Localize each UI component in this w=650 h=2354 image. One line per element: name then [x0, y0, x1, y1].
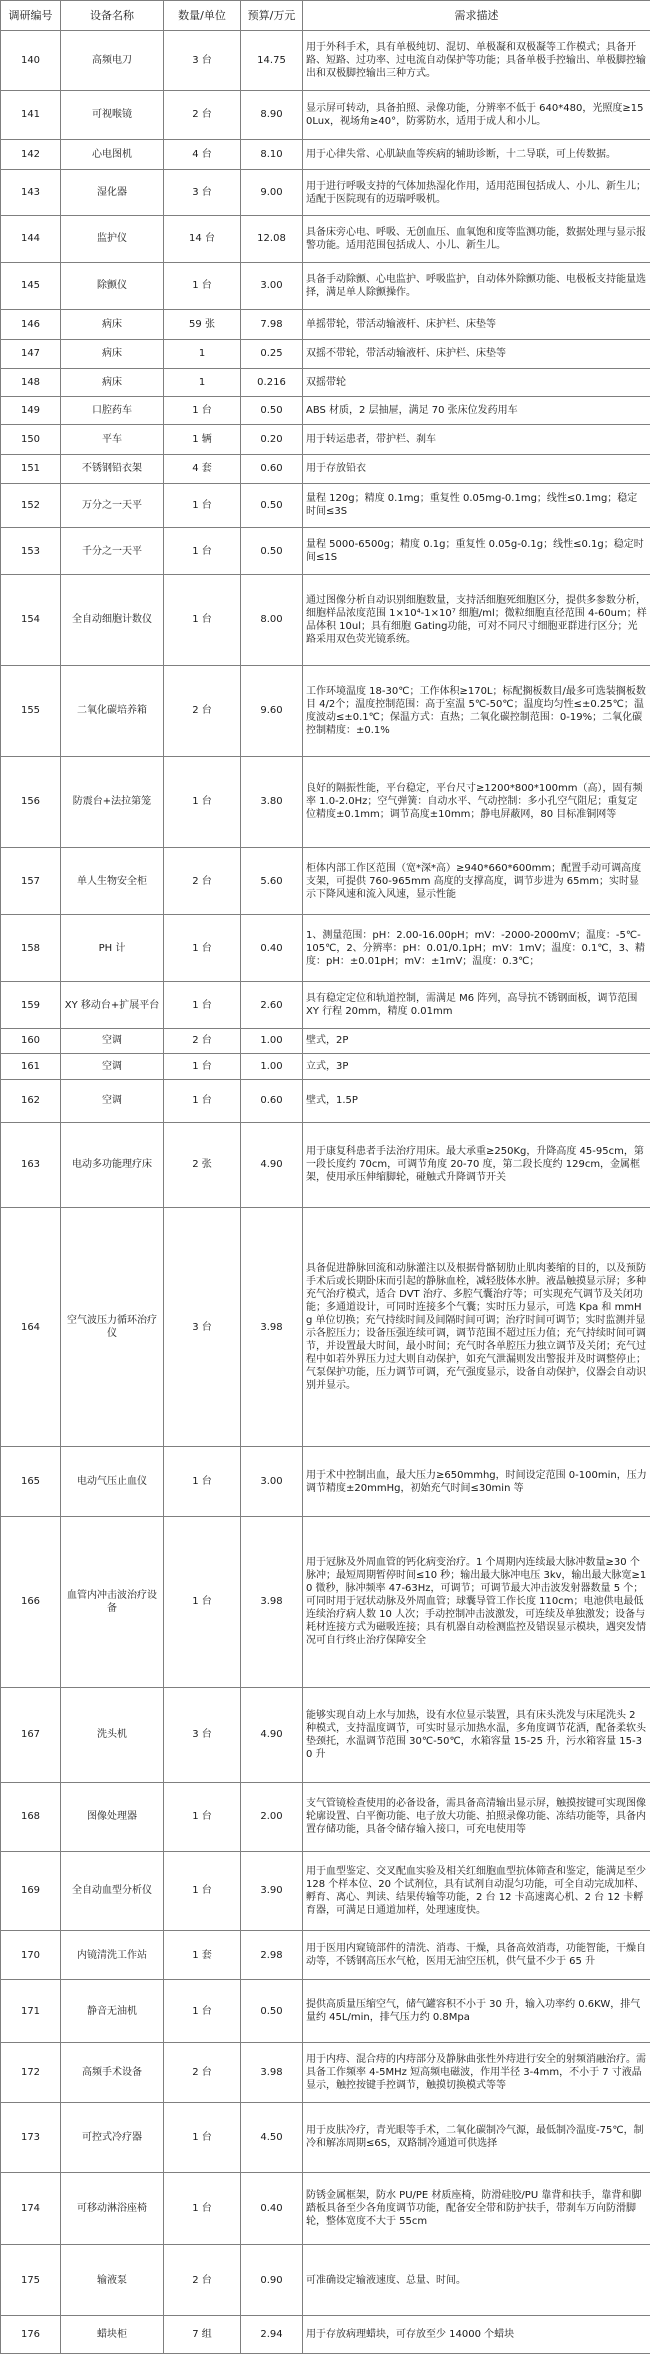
- cell-desc: 显示屏可转动，具备拍照、录像功能，分辨率不低于 640*480，光照度≥150Lux，视场角≥40°，防雾防水，适用于成人和小儿。: [303, 90, 650, 139]
- cell-id: 146: [1, 310, 61, 340]
- table-row: [1, 1783, 650, 1852]
- table-row: [1, 982, 650, 1028]
- cell-budget: 4.50: [241, 2102, 303, 2172]
- cell-budget: 3.00: [241, 1447, 303, 1517]
- cell-budget: 0.60: [241, 1079, 303, 1122]
- table-row: [1, 455, 650, 483]
- cell-name: 病床: [61, 340, 164, 368]
- cell-name: 高频电刀: [61, 31, 164, 91]
- table-row: [1, 483, 650, 528]
- cell-name: 全自动细胞计数仪: [61, 574, 164, 665]
- cell-id: 149: [1, 396, 61, 424]
- table-row: [1, 31, 650, 91]
- cell-qty: 7 组: [164, 2316, 241, 2354]
- table-row: [1, 1931, 650, 1980]
- table-row: [1, 756, 650, 847]
- cell-budget: 1.00: [241, 1054, 303, 1079]
- table-row: [1, 1980, 650, 2043]
- cell-qty: 1 台: [164, 1783, 241, 1852]
- cell-desc: 壁式，2P: [303, 1028, 650, 1053]
- cell-id: 172: [1, 2043, 61, 2103]
- table-row: [1, 1851, 650, 1930]
- cell-id: 145: [1, 262, 61, 310]
- cell-id: 162: [1, 1079, 61, 1122]
- table-row: [1, 1079, 650, 1122]
- cell-desc: 用于皮肤冷疗，青光眼等手术，二氧化碳制冷气源，最低制冷温度-75℃，制冷和解冻周期≤6S，双路制冷通道可供选择: [303, 2102, 650, 2172]
- cell-name: XY 移动台+扩展平台: [61, 982, 164, 1028]
- cell-name: PH 计: [61, 915, 164, 982]
- cell-desc: 用于医用内窥镜部件的清洗、消毒、干燥，具备高效消毒，功能智能，干燥自动等，不锈钢高压水气枪，医用无油空压机，供气量不少于 65 升: [303, 1931, 650, 1980]
- cell-qty: 1 台: [164, 1517, 241, 1687]
- cell-qty: 1 台: [164, 1079, 241, 1122]
- table-row: [1, 310, 650, 340]
- table-row: [1, 528, 650, 574]
- cell-desc: 具备床旁心电、呼吸、无创血压、血氧饱和度等监测功能，数据处理与显示报警功能。适用范围包括成人、小儿、新生儿。: [303, 216, 650, 262]
- cell-desc: 双摇带轮: [303, 368, 650, 396]
- cell-name: 电动多功能理疗床: [61, 1122, 164, 1207]
- cell-desc: 用于外科手术，具有单极纯切、混切、单极凝和双极凝等工作模式；具备开路、短路、过功率、过电流自动保护等功能；具备单极手控输出、单极脚控输出和双极脚控输出三种方式。: [303, 31, 650, 91]
- cell-qty: 3 台: [164, 1687, 241, 1783]
- cell-desc: 能够实现自动上水与加热，设有水位显示装置，具有床头洗发与床尾洗头 2 种模式，支持温度调节，可实时显示加热水温，多角度调节花洒，配备柔软头垫颈托，水温调节范围 30℃-50℃，水箱容量 15-25 升，污水箱容量 15-30 升: [303, 1687, 650, 1783]
- table-row: [1, 396, 650, 424]
- cell-budget: 0.216: [241, 368, 303, 396]
- cell-id: 163: [1, 1122, 61, 1207]
- cell-qty: 1 台: [164, 528, 241, 574]
- cell-budget: 3.80: [241, 756, 303, 847]
- cell-desc: 防锈金属框架，防水 PU/PE 材质座椅，防滑硅胶/PU 靠背和扶手，靠背和脚踏板具备至少各角度调节功能，配备安全带和防护扶手，带刹车万向防滑脚轮，整体宽度不大于 55cm: [303, 2173, 650, 2245]
- cell-id: 176: [1, 2316, 61, 2354]
- cell-desc: 量程 5000-6500g；精度 0.1g；重复性 0.05g-0.1g；线性≤0.1g；稳定时间≤1S: [303, 528, 650, 574]
- table-row: [1, 848, 650, 915]
- cell-qty: 1 台: [164, 1054, 241, 1079]
- cell-budget: 0.50: [241, 396, 303, 424]
- cell-qty: 1 台: [164, 756, 241, 847]
- cell-name: 可控式冷疗器: [61, 2102, 164, 2172]
- table-row: [1, 425, 650, 455]
- cell-qty: 1 台: [164, 396, 241, 424]
- header-cell-budget: 预算/万元: [241, 1, 303, 31]
- table-row: [1, 90, 650, 139]
- cell-qty: 1 台: [164, 574, 241, 665]
- cell-qty: 1 台: [164, 2173, 241, 2245]
- cell-budget: 0.50: [241, 528, 303, 574]
- table-row: [1, 140, 650, 170]
- cell-budget: 3.00: [241, 262, 303, 310]
- table-row: [1, 262, 650, 310]
- cell-id: 155: [1, 665, 61, 756]
- cell-name: 内镜清洗工作站: [61, 1931, 164, 1980]
- table-row: [1, 1447, 650, 1517]
- cell-id: 173: [1, 2102, 61, 2172]
- cell-desc: 用于冠脉及外周血管的钙化病变治疗。1 个周期内连续最大脉冲数量≥30 个脉冲；最短周期暂停时间≤10 秒；输出最大脉冲电压 3kv，输出最大脉宽≥10 微秒，脉冲频率 47-63Hz，可调节；可调节最大冲击波发射器数量 5 个；可同时用于冠状动脉及外周血管；球囊导管工作长度 110cm；电池供电最低连续治疗病人数 10 人次；手动控制冲击波激发，可连续及单独激发；设备与耗材连接方式为磁吸连接；具有机器自动检测监控及错误显示模块，遇突发情况可自行终止治疗保障安全: [303, 1517, 650, 1687]
- table-row: [1, 574, 650, 665]
- cell-desc: 1、测量范围：pH：2.00-16.00pH；mV：-2000-2000mV；温度：-5℃-105℃，2、分辨率：pH：0.01/0.1pH；mV：1mV；温度：0.1℃，3、精度：pH：±0.01pH；mV：±1mV；温度：0.3℃；: [303, 915, 650, 982]
- cell-name: 空调: [61, 1079, 164, 1122]
- cell-qty: 2 台: [164, 1028, 241, 1053]
- cell-desc: 具有稳定定位和轨道控制，需满足 M6 阵列，高导抗不锈钢面板，调节范围 XY 行程 20mm，精度 0.01mm: [303, 982, 650, 1028]
- cell-desc: 用于心律失常、心肌缺血等疾病的辅助诊断，十二导联，可上传数据。: [303, 140, 650, 170]
- cell-qty: 1: [164, 368, 241, 396]
- cell-name: 静音无油机: [61, 1980, 164, 2043]
- cell-id: 174: [1, 2173, 61, 2245]
- cell-budget: 8.00: [241, 574, 303, 665]
- cell-name: 高频手术设备: [61, 2043, 164, 2103]
- cell-id: 150: [1, 425, 61, 455]
- cell-budget: 2.94: [241, 2316, 303, 2354]
- table-row: [1, 2102, 650, 2172]
- cell-budget: 9.00: [241, 169, 303, 215]
- cell-id: 157: [1, 848, 61, 915]
- cell-desc: 壁式，1.5P: [303, 1079, 650, 1122]
- cell-desc: 用于存放病理蜡块，可存放至少 14000 个蜡块: [303, 2316, 650, 2354]
- cell-qty: 4 台: [164, 140, 241, 170]
- cell-qty: 59 张: [164, 310, 241, 340]
- cell-desc: ABS 材质，2 层抽屉，满足 70 张床位发药用车: [303, 396, 650, 424]
- cell-id: 164: [1, 1208, 61, 1447]
- cell-name: 病床: [61, 310, 164, 340]
- cell-qty: 1 辆: [164, 425, 241, 455]
- cell-desc: 用于内痔、混合痔的内痔部分及静脉曲张性外痔进行安全的射频消融治疗。需具备工作频率 4-5MHz 短高频电磁波，作用半径 3-4mm，不小于 7 寸液晶显示，触控按键手控调节，触摸切换模式等等: [303, 2043, 650, 2103]
- cell-name: 空调: [61, 1028, 164, 1053]
- cell-desc: 用于血型鉴定、交叉配血实验及相关红细胞血型抗体筛查和鉴定，能满足至少 128 个样本位、20 个试剂位，具有试剂自动混匀功能，可全自动完成加样、孵育、离心、判读、结果传输等功能，2 台 12 卡高速离心机、2 台 12 卡孵育器，可满足日通道加样，处理速度快。: [303, 1851, 650, 1930]
- cell-name: 单人生物安全柜: [61, 848, 164, 915]
- cell-desc: 用于康复科患者手法治疗用床。最大承重≥250Kg，升降高度 45-95cm，第一段长度约 70cm，可调节角度 20-70 度，第二段长度约 129cm，金属框架，使用承压伸缩脚轮，碰触式升降调节开关: [303, 1122, 650, 1207]
- cell-desc: 可准确设定输液速度、总量、时间。: [303, 2244, 650, 2316]
- cell-qty: 1: [164, 340, 241, 368]
- cell-id: 156: [1, 756, 61, 847]
- cell-qty: 3 台: [164, 1208, 241, 1447]
- cell-desc: 用于转运患者，带护栏、刹车: [303, 425, 650, 455]
- cell-id: 161: [1, 1054, 61, 1079]
- cell-name: 防震台+法拉第笼: [61, 756, 164, 847]
- cell-name: 蜡块柜: [61, 2316, 164, 2354]
- cell-name: 二氧化碳培养箱: [61, 665, 164, 756]
- cell-qty: 1 台: [164, 1851, 241, 1930]
- cell-name: 口腔药车: [61, 396, 164, 424]
- cell-id: 143: [1, 169, 61, 215]
- header-cell-qty: 数量/单位: [164, 1, 241, 31]
- cell-budget: 0.40: [241, 2173, 303, 2245]
- table-row: [1, 2173, 650, 2245]
- cell-budget: 8.90: [241, 90, 303, 139]
- cell-name: 除颤仪: [61, 262, 164, 310]
- cell-budget: 4.90: [241, 1687, 303, 1783]
- table-row: [1, 2244, 650, 2316]
- cell-qty: 2 台: [164, 2043, 241, 2103]
- cell-name: 可移动淋浴座椅: [61, 2173, 164, 2245]
- cell-desc: 用于存放铅衣: [303, 455, 650, 483]
- cell-id: 148: [1, 368, 61, 396]
- header-cell-desc: 需求描述: [303, 1, 650, 31]
- cell-budget: 3.90: [241, 1851, 303, 1930]
- cell-name: 输液泵: [61, 2244, 164, 2316]
- cell-id: 166: [1, 1517, 61, 1687]
- cell-qty: 2 张: [164, 1122, 241, 1207]
- cell-qty: 3 台: [164, 31, 241, 91]
- cell-qty: 1 套: [164, 1931, 241, 1980]
- cell-name: 平车: [61, 425, 164, 455]
- table-body: [1, 31, 650, 2354]
- table-row: [1, 340, 650, 368]
- cell-name: 洗头机: [61, 1687, 164, 1783]
- cell-desc: 具备手动除颤、心电监护、呼吸监护，自动体外除颤功能、电极板支持能量选择，满足单人除颤操作。: [303, 262, 650, 310]
- cell-name: 可视喉镜: [61, 90, 164, 139]
- cell-qty: 1 台: [164, 483, 241, 528]
- cell-qty: 4 套: [164, 455, 241, 483]
- cell-budget: 9.60: [241, 665, 303, 756]
- cell-id: 160: [1, 1028, 61, 1053]
- cell-qty: 1 台: [164, 1447, 241, 1517]
- cell-qty: 1 台: [164, 262, 241, 310]
- table-row: [1, 1054, 650, 1079]
- cell-qty: 1 台: [164, 915, 241, 982]
- cell-qty: 14 台: [164, 216, 241, 262]
- cell-desc: 用于术中控制出血，最大压力≥650mmhg，时间设定范围 0-100min，压力调节精度±20mmHg，初始充气时间≤30min 等: [303, 1447, 650, 1517]
- cell-name: 病床: [61, 368, 164, 396]
- cell-desc: 双摇不带轮，带活动输液杆、床护栏、床垫等: [303, 340, 650, 368]
- cell-budget: 3.98: [241, 1517, 303, 1687]
- cell-budget: 12.08: [241, 216, 303, 262]
- cell-id: 152: [1, 483, 61, 528]
- cell-qty: 2 台: [164, 90, 241, 139]
- cell-name: 千分之一天平: [61, 528, 164, 574]
- table-row: [1, 2316, 650, 2354]
- cell-id: 154: [1, 574, 61, 665]
- cell-qty: 2 台: [164, 848, 241, 915]
- table-row: [1, 169, 650, 215]
- cell-desc: 工作环境温度 18-30℃；工作体积≥170L；标配搁板数目/最多可选装搁板数目 4/2个；温度控制范围：高于室温 5℃-50℃；温度均匀性≤±0.25℃；温度波动≤±0.1℃；保温方式：直热；二氧化碳控制范围：0-19%；二氧化碳控制精度：±0.1%: [303, 665, 650, 756]
- cell-name: 全自动血型分析仪: [61, 1851, 164, 1930]
- cell-desc: 良好的隔振性能，平台稳定，平台尺寸≥1200*800*100mm（高），固有频率 1.0-2.0Hz；空气弹簧：自动水平、气动控制：多小孔空气阻尼；重复定位精度±0.1mm；调节高度±10mm；静电屏蔽网，80 目标准铜网等: [303, 756, 650, 847]
- cell-budget: 0.25: [241, 340, 303, 368]
- cell-budget: 14.75: [241, 31, 303, 91]
- cell-id: 165: [1, 1447, 61, 1517]
- table-row: [1, 368, 650, 396]
- cell-desc: 提供高质量压缩空气，储气罐容积不小于 30 升，输入功率约 0.6KW，排气量约 45L/min，排气压力约 0.8Mpa: [303, 1980, 650, 2043]
- cell-desc: 通过图像分析自动识别细胞数量，支持活细胞死细胞区分，提供多参数分析，细胞样品浓度范围 1×10⁴-1×10⁷ 细胞/ml；微粒细胞直径范围 4-60um；样品体积 10ul；具有细胞 Gating功能，可对不同尺寸细胞亚群进行区分；光路采用双色荧光镜系统。: [303, 574, 650, 665]
- cell-budget: 1.00: [241, 1028, 303, 1053]
- cell-desc: 用于进行呼吸支持的气体加热湿化作用，适用范围包括成人、小儿、新生儿；适配于医院现有的迈瑞呼吸机。: [303, 169, 650, 215]
- cell-id: 141: [1, 90, 61, 139]
- cell-name: 空调: [61, 1054, 164, 1079]
- cell-desc: 支气管镜检查使用的必备设备，需具备高清输出显示屏，触摸按键可实现图像轮廓设置、白平衡功能、电子放大功能、拍照录像功能、冻结功能等，具备内置存储功能，具备令储存输入接口，可充电使用等: [303, 1783, 650, 1852]
- cell-id: 147: [1, 340, 61, 368]
- cell-id: 140: [1, 31, 61, 91]
- cell-id: 153: [1, 528, 61, 574]
- cell-budget: 0.40: [241, 915, 303, 982]
- cell-name: 万分之一天平: [61, 483, 164, 528]
- cell-id: 175: [1, 2244, 61, 2316]
- table-row: [1, 1517, 650, 1687]
- cell-budget: 3.98: [241, 2043, 303, 2103]
- cell-desc: 柜体内部工作区范围（宽*深*高）≥940*660*600mm；配置手动可调高度支架，可提供 760-965mm 高度的支撑高度，调节步进为 65mm；实时显示下降风速和流入风速，显示性能: [303, 848, 650, 915]
- cell-qty: 3 台: [164, 169, 241, 215]
- cell-id: 158: [1, 915, 61, 982]
- cell-budget: 2.00: [241, 1783, 303, 1852]
- cell-desc: 单摇带轮，带活动输液杆、床护栏、床垫等: [303, 310, 650, 340]
- header-cell-name: 设备名称: [61, 1, 164, 31]
- cell-budget: 3.98: [241, 1208, 303, 1447]
- cell-budget: 7.98: [241, 310, 303, 340]
- cell-desc: 具备促进静脉回流和动脉灌注以及根据骨骼韧肋止肌肉萎缩的目的，以及预防手术后或长期卧床而引起的静脉血栓，减轻肢体水肿。液晶触摸显示屏；多种充气治疗模式，适合 DVT 治疗、多腔气囊治疗等；可实现充气调节及关闭功能；多通道设计，可同时连接多个气囊；实时压力显示，可选 Kpa 和 mmHg 单位切换；充气持续时间及间隔时间可调；治疗时间可调节；实时监测并显示各腔压力；设备压强连续可调，调节范围不超过压力值；充气持续时间可调节，并设置最大时间，最小时间；充气时各单腔压力独立调节及关闭；充气过程中如若外界压力过大则自动保护，如充气泄漏则发出警报并及时调整停止；气泵保护功能，压力调节可调，充气强度显示，设备自动保护，仪器会自动识别并显示。: [303, 1208, 650, 1447]
- cell-name: 电动气压止血仪: [61, 1447, 164, 1517]
- table-row: [1, 1208, 650, 1447]
- table-header-row: [1, 1, 650, 31]
- table-row: [1, 1028, 650, 1053]
- cell-id: 167: [1, 1687, 61, 1783]
- cell-qty: 1 台: [164, 982, 241, 1028]
- cell-id: 169: [1, 1851, 61, 1930]
- cell-id: 170: [1, 1931, 61, 1980]
- cell-name: 不锈钢铅衣架: [61, 455, 164, 483]
- cell-budget: 0.50: [241, 1980, 303, 2043]
- cell-name: 湿化器: [61, 169, 164, 215]
- table-row: [1, 216, 650, 262]
- cell-budget: 0.90: [241, 2244, 303, 2316]
- cell-desc: 量程 120g；精度 0.1mg；重复性 0.05mg-0.1mg；线性≤0.1mg；稳定时间≤3S: [303, 483, 650, 528]
- cell-budget: 8.10: [241, 140, 303, 170]
- cell-qty: 1 台: [164, 1980, 241, 2043]
- cell-id: 144: [1, 216, 61, 262]
- cell-id: 168: [1, 1783, 61, 1852]
- cell-id: 171: [1, 1980, 61, 2043]
- cell-name: 图像处理器: [61, 1783, 164, 1852]
- cell-id: 159: [1, 982, 61, 1028]
- cell-budget: 2.60: [241, 982, 303, 1028]
- table-row: [1, 665, 650, 756]
- table-row: [1, 1122, 650, 1207]
- cell-name: 监护仪: [61, 216, 164, 262]
- table-row: [1, 915, 650, 982]
- header-cell-id: 调研编号: [1, 1, 61, 31]
- cell-qty: 1 台: [164, 2102, 241, 2172]
- cell-budget: 0.60: [241, 455, 303, 483]
- cell-budget: 2.98: [241, 1931, 303, 1980]
- cell-qty: 2 台: [164, 665, 241, 756]
- cell-name: 心电图机: [61, 140, 164, 170]
- cell-budget: 5.60: [241, 848, 303, 915]
- cell-id: 142: [1, 140, 61, 170]
- cell-id: 151: [1, 455, 61, 483]
- cell-qty: 2 台: [164, 2244, 241, 2316]
- cell-name: 空气波压力循环治疗仪: [61, 1208, 164, 1447]
- cell-budget: 0.50: [241, 483, 303, 528]
- table-row: [1, 2043, 650, 2103]
- cell-desc: 立式，3P: [303, 1054, 650, 1079]
- table-row: [1, 1687, 650, 1783]
- cell-name: 血管内冲击波治疗设备: [61, 1517, 164, 1687]
- cell-budget: 0.20: [241, 425, 303, 455]
- cell-budget: 4.90: [241, 1122, 303, 1207]
